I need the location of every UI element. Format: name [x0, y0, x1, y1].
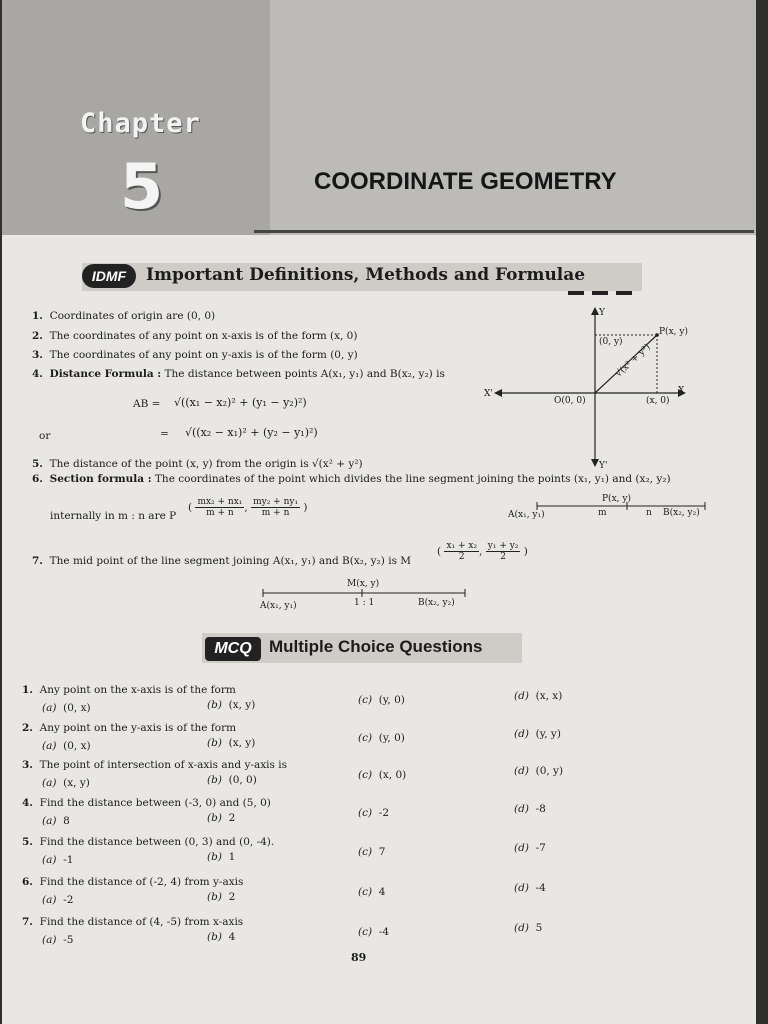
section-m-label: m: [598, 508, 607, 518]
axis-x-neg-label: X': [484, 389, 493, 399]
or-label: or: [39, 430, 51, 442]
mcq-option-b[interactable]: (b) (0, 0): [207, 774, 257, 786]
mcq-option-d[interactable]: (d) -4: [514, 882, 546, 894]
mid-y-frac: $\frac{\text{y₁ + y₂}}{2}$: [487, 541, 519, 562]
mcq-question: 1. Any point on the x-axis is of the form: [22, 684, 236, 696]
mcq-option-a[interactable]: (a) -5: [42, 934, 74, 946]
section-a-label: A(x₁, y₁): [508, 510, 545, 520]
ab-formula-alt: √((x₂ − x₁)² + (y₂ − y₁)²): [185, 426, 318, 439]
mcq-option-a[interactable]: (a) -1: [42, 854, 74, 866]
mcq-option-c[interactable]: (c) -2: [358, 807, 389, 819]
mcq-option-c[interactable]: (c) 7: [358, 846, 386, 858]
mcq-option-c[interactable]: (c) (y, 0): [358, 694, 405, 706]
mcq-option-c[interactable]: (c) (y, 0): [358, 732, 405, 744]
axis-y-label: Y: [599, 308, 605, 318]
section-internally: internally in m : n are P: [50, 510, 177, 522]
formula-item-3: 3. The coordinates of any point on y-axis is of the form (0, y): [32, 349, 358, 361]
textbook-page: [2, 0, 756, 1024]
origin-label: O(0, 0): [554, 396, 586, 406]
mcq-question: 7. Find the distance of (4, -5) from x-axis: [22, 916, 244, 928]
mcq-option-c[interactable]: (c) (x, 0): [358, 769, 407, 781]
mcq-question: 2. Any point on the y-axis is of the form: [22, 722, 237, 734]
dash-mark: [568, 291, 584, 295]
formula-item-6: 6. Section formula : The coordinates of the point which divides the line segment joining the points (x₁, y₁) and (x₂, y₂): [32, 473, 671, 485]
formula-item-1: 1. Coordinates of origin are (0, 0): [32, 310, 216, 322]
idmf-badge: IDMF: [82, 264, 136, 288]
mcq-option-a[interactable]: (a) (0, x): [42, 702, 91, 714]
formula-item-5: 5. The distance of the point (x, y) from the origin is √(x² + y²): [32, 458, 363, 470]
dash-mark: [616, 291, 632, 295]
chapter-title: COORDINATE GEOMETRY: [314, 168, 617, 195]
page-number: 89: [351, 951, 367, 964]
point-ox-label: (x, 0): [646, 396, 670, 406]
formula-item-4: 4. Distance Formula : The distance between points A(x₁, y₁) and B(x₂, y₂) is: [32, 368, 445, 380]
mcq-option-b[interactable]: (b) (x, y): [207, 699, 256, 711]
ab-label: AB =: [133, 398, 161, 410]
mcq-option-d[interactable]: (d) (0, y): [514, 765, 564, 777]
mcq-option-d[interactable]: (d) (x, x): [514, 690, 563, 702]
mcq-option-a[interactable]: (a) 8: [42, 815, 70, 827]
mcq-option-a[interactable]: (a) (0, x): [42, 740, 91, 752]
section-b-label: B(x₂, y₂): [663, 508, 700, 518]
chapter-header-panel: [270, 0, 756, 235]
mcq-option-a[interactable]: (a) (x, y): [42, 777, 90, 789]
mcq-option-d[interactable]: (d) 5: [514, 922, 543, 934]
mid-x-frac: $\frac{\text{x₁ + x₂}}{2}$: [446, 541, 478, 562]
mcq-question: 3. The point of intersection of x-axis and y-axis is: [22, 759, 287, 771]
mid-ratio-label: 1 : 1: [354, 598, 375, 608]
section-x-frac: $\frac{\text{mx₂ + nx₁}}{m + n}$: [197, 497, 243, 518]
mcq-title: Multiple Choice Questions: [269, 637, 483, 656]
mcq-option-d[interactable]: (d) -7: [514, 842, 546, 854]
mcq-option-c[interactable]: (c) -4: [358, 926, 389, 938]
header-rule: [254, 230, 754, 233]
mcq-option-b[interactable]: (b) 1: [207, 851, 236, 863]
mcq-question: 6. Find the distance of (-2, 4) from y-axis: [22, 876, 244, 888]
chapter-word: Chapter: [80, 108, 201, 139]
mcq-option-b[interactable]: (b) 4: [207, 931, 236, 943]
eq-label: =: [160, 428, 169, 440]
formula-item-7: 7. The mid point of the line segment joining A(x₁, y₁) and B(x₂, y₂) is M: [32, 555, 412, 567]
mid-b-label: B(x₂, y₂): [418, 598, 455, 608]
mcq-option-d[interactable]: (d) (y, y): [514, 728, 561, 740]
mid-a-label: A(x₁, y₁): [260, 601, 297, 611]
mcq-option-b[interactable]: (b) 2: [207, 812, 236, 824]
axis-y-neg-label: Y': [599, 461, 608, 471]
ab-formula: √((x₁ − x₂)² + (y₁ − y₂)²): [174, 396, 307, 409]
mcq-badge: MCQ: [205, 637, 261, 661]
point-oy-label: (0, y): [599, 337, 623, 347]
midpoint-formula: ( $\frac{\text{x₁ + x₂}}{2}$ , $\frac{\text{y₁ + y₂}}{2}$ ): [437, 541, 528, 562]
mcq-option-b[interactable]: (b) (x, y): [207, 737, 256, 749]
mcq-question: 4. Find the distance between (-3, 0) and (5, 0): [22, 797, 271, 809]
idmf-title: Important Definitions, Methods and Formulae: [146, 265, 586, 285]
axis-x-label: X: [678, 386, 685, 396]
mcq-option-c[interactable]: (c) 4: [358, 886, 386, 898]
mcq-option-a[interactable]: (a) -2: [42, 894, 74, 906]
formula-item-2: 2. The coordinates of any point on x-axis is of the form (x, 0): [32, 330, 358, 342]
chapter-number: 5: [120, 150, 164, 223]
mcq-question: 5. Find the distance between (0, 3) and (0, -4).: [22, 836, 275, 848]
mcq-option-d[interactable]: (d) -8: [514, 803, 546, 815]
mcq-option-b[interactable]: (b) 2: [207, 891, 236, 903]
section-n-label: n: [646, 508, 652, 518]
diagonal-length-label: √(x² + y²): [614, 342, 653, 380]
section-formula: ( $\frac{\text{mx₂ + nx₁}}{m + n}$ , $\frac{\text{my₂ + ny₁}}{m + n}$ ): [188, 497, 308, 518]
mid-m-label: M(x, y): [347, 579, 380, 589]
section-p-label: P(x, y): [602, 494, 631, 504]
dash-mark: [592, 291, 608, 295]
point-p-label: P(x, y): [659, 327, 688, 337]
section-y-frac: $\frac{\text{my₂ + ny₁}}{m + n}$: [253, 497, 299, 518]
